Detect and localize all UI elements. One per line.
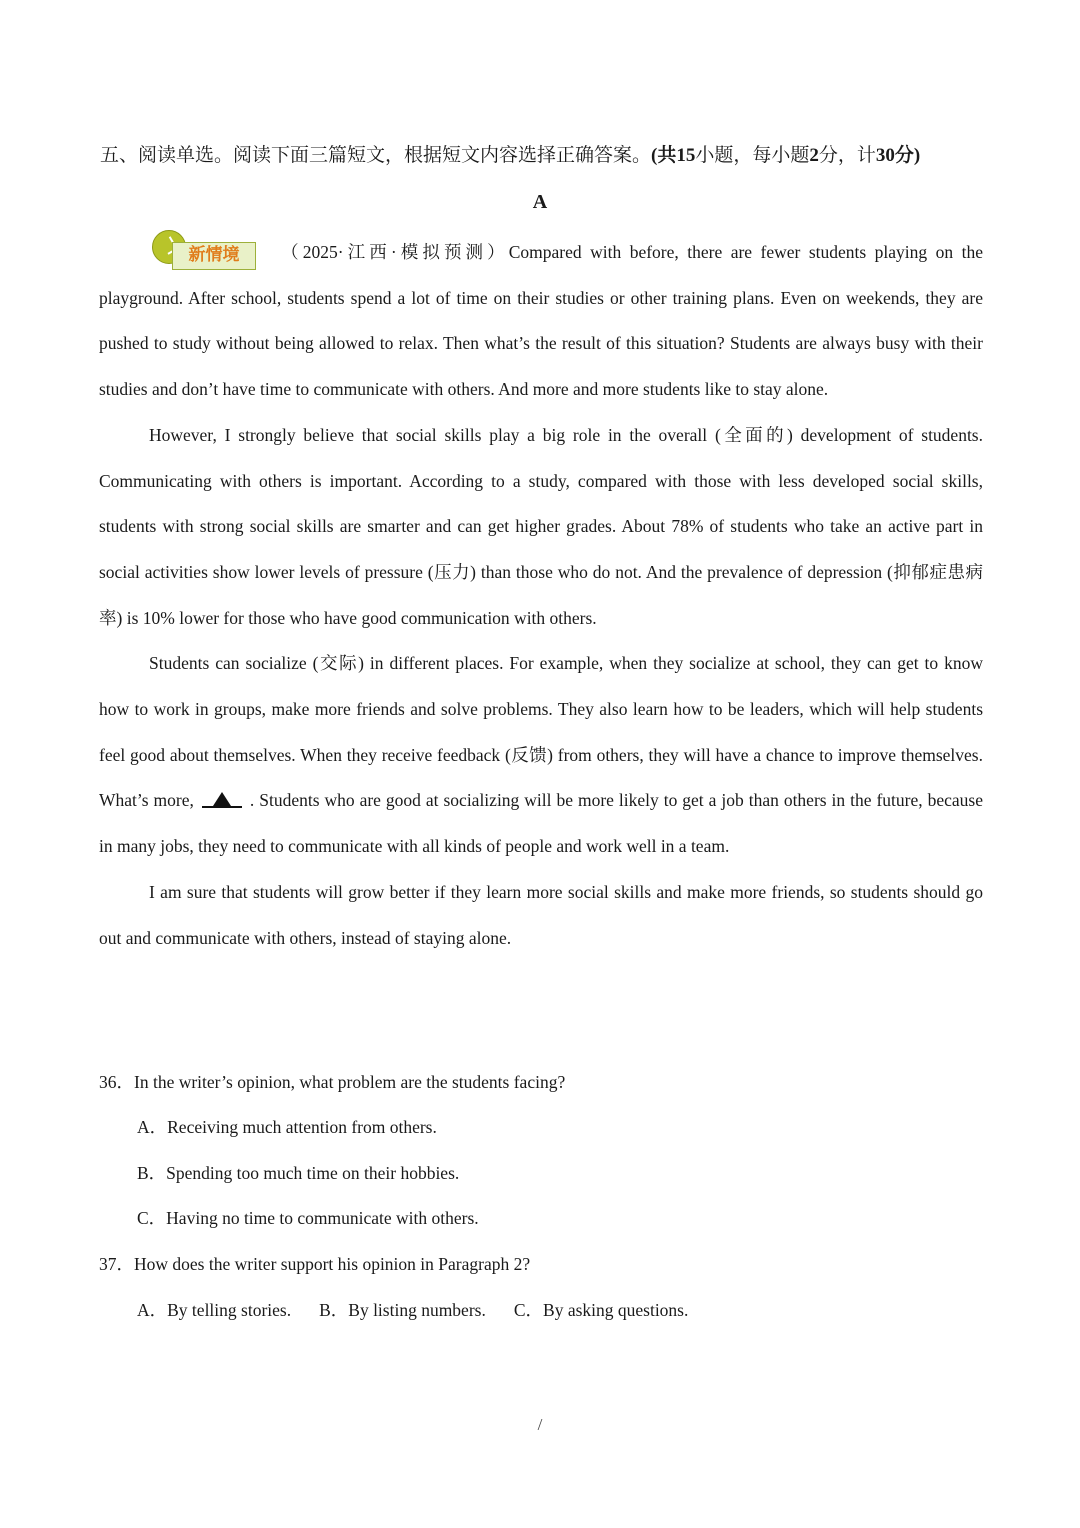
question-37-option-a[interactable]: A．By telling stories. bbox=[137, 1300, 292, 1320]
section-heading-paren-open: (共 bbox=[651, 145, 677, 166]
paragraph-3-text-after: . Students who are good at socializing will be more likely to get a job than others in the future, because in many jobs, they need to communicate with all kinds of people and work well in a team. bbox=[99, 790, 983, 857]
question-37-options bbox=[137, 1296, 688, 1324]
passage-letter: A bbox=[532, 191, 548, 213]
section-heading-paren-close: 分) bbox=[894, 145, 921, 166]
points-each: 2 bbox=[809, 145, 819, 166]
question-37-stem: 37．How does the writer support his opinion in Paragraph 2? bbox=[99, 1254, 531, 1274]
section-heading-prefix: 五、阅读单选。阅读下面三篇短文，根据短文内容选择正确答案。 bbox=[100, 145, 652, 166]
question-37-option-c[interactable]: C．By asking questions. bbox=[513, 1300, 689, 1320]
paragraph-3-text-before: Students can socialize (交际) in different places. For example, when they socialize at school, they can get to know how to work in groups, make more friends and solve problems. They also learn how to be leaders, which will help students feel good about themselves. When they receive feedback (反馈) from others, they will have a chance to improve themselves. What’s more, bbox=[99, 653, 983, 811]
question-36-option-a[interactable]: A．Receiving much attention from others. bbox=[137, 1117, 437, 1137]
points-total: 30 bbox=[875, 145, 895, 166]
passage-source: （2025·江西·模拟预测） bbox=[277, 242, 509, 262]
section-heading-mid2: 分，计 bbox=[818, 145, 876, 166]
question-count: 15 bbox=[676, 145, 696, 166]
paragraph-2: However, I strongly believe that social skills play a big role in the overall (全面的) development of students. Communicating with others is important. According to a study, compared with those with less developed social skills, students with strong social skills are smarter and can get higher grades. About 78% of students who take an active part in social activities show lower levels of pressure (压力) than those who do not. And the prevalence of depression (抑郁症患病率) is 10% lower for those who have good communication with others. bbox=[99, 424, 983, 628]
passage-body bbox=[99, 230, 983, 961]
question-36-stem: 36．In the writer’s opinion, what problem are the students facing? bbox=[99, 1072, 566, 1092]
paragraph-3 bbox=[99, 641, 983, 870]
question-37-option-b[interactable]: B．By listing numbers. bbox=[319, 1300, 486, 1320]
paragraph-4: I am sure that students will grow better if they learn more social skills and make more friends, so students should go out and communicate with others, instead of staying alone. bbox=[99, 881, 983, 948]
section-heading-mid1: 小题，每小题 bbox=[695, 145, 810, 166]
question-36-option-b[interactable]: B．Spending too much time on their hobbies. bbox=[137, 1163, 460, 1183]
blank-underline bbox=[202, 806, 242, 808]
page-footer: / bbox=[537, 1415, 543, 1434]
answer-blank bbox=[202, 789, 242, 809]
triangle-icon bbox=[213, 792, 231, 806]
paragraph-1 bbox=[99, 230, 983, 413]
paragraph-1-text: Compared with before, there are fewer students playing on the playground. After school, students spend a lot of time on their studies or other training plans. Even on weekends, they are pushed to study without being allowed to relax. Then what’s the result of this situation? Students are always busy with their studies and don’t have time to communicate with others. And more and more students like to stay alone. bbox=[99, 242, 983, 400]
section-heading bbox=[100, 140, 1000, 172]
question-36-option-c[interactable]: C．Having no time to communicate with others. bbox=[137, 1208, 479, 1228]
new-context-label: 新情境 bbox=[172, 242, 256, 270]
